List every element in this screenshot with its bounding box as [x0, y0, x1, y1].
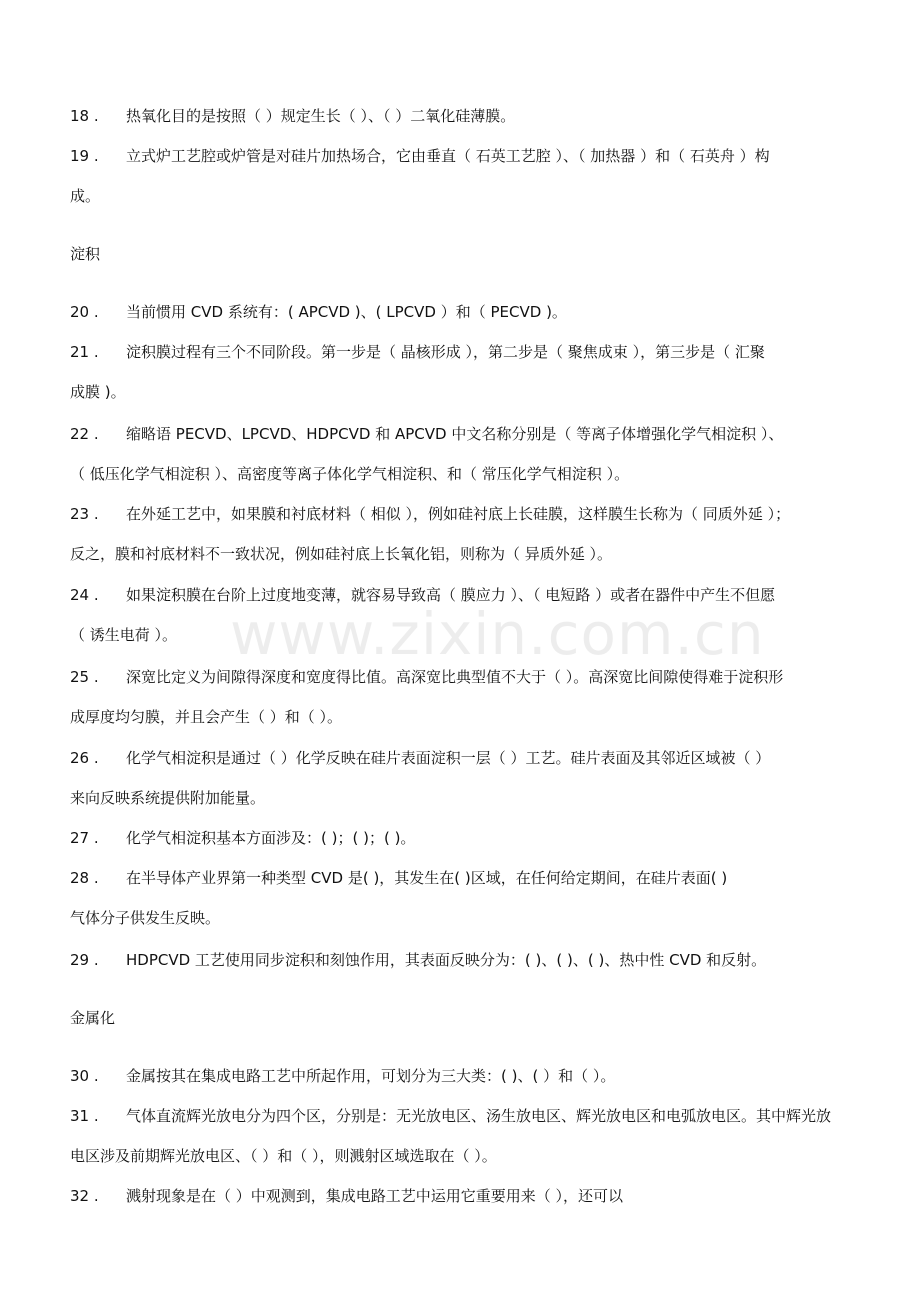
question-number: 18 . — [70, 107, 99, 125]
question-text: HDPCVD 工艺使用同步淀积和刻蚀作用，其表面反映分为：( )、( )、( )、热中性 CVD 和反射。 — [126, 951, 767, 969]
question-line — [70, 342, 860, 362]
text-line — [70, 788, 860, 808]
question-number: 28 . — [70, 869, 99, 887]
text-line — [70, 625, 860, 645]
question-number: 22 . — [70, 425, 99, 443]
text-line — [70, 1146, 860, 1166]
question-text: （ 诱生电荷 ）。 — [70, 626, 178, 644]
text-line — [70, 186, 860, 206]
question-number: 23 . — [70, 505, 99, 523]
question-line — [70, 950, 860, 970]
question-line — [70, 504, 860, 524]
text-line — [70, 544, 860, 564]
question-line — [70, 1106, 860, 1126]
question-text: 淀积 — [70, 245, 101, 263]
question-text: 深宽比定义为间隙得深度和宽度得比值。高深宽比典型值不大于（ ）。高深宽比间隙使得难于淀积形 — [126, 668, 784, 686]
question-text: 金属化 — [70, 1009, 116, 1027]
question-text: 电区涉及前期辉光放电区、（ ）和（ ），则溅射区域选取在（ ）。 — [70, 1147, 497, 1165]
question-text: 缩略语 PECVD、LPCVD、HDPCVD 和 APCVD 中文名称分别是（ 等离子体增强化学气相淀积 ）、 — [126, 425, 784, 443]
text-line — [70, 382, 860, 402]
question-number: 24 . — [70, 586, 99, 604]
question-number: 26 . — [70, 749, 99, 767]
question-text: 来向反映系统提供附加能量。 — [70, 789, 266, 807]
question-line — [70, 868, 860, 888]
question-text: 金属按其在集成电路工艺中所起作用，可划分为三大类：( )、( ）和（ ）。 — [126, 1067, 616, 1085]
question-text: 热氧化目的是按照（ ）规定生长（ ）、（ ）二氧化硅薄膜。 — [126, 107, 516, 125]
question-text: 反之，膜和衬底材料不一致状况，例如硅衬底上长氧化铝，则称为（ 异质外延 ）。 — [70, 545, 613, 563]
question-text: 化学气相淀积是通过（ ）化学反映在硅片表面淀积一层（ ）工艺。硅片表面及其邻近区域被（ ） — [126, 749, 771, 767]
question-line — [70, 302, 860, 322]
question-text: 气体直流辉光放电分为四个区，分别是：无光放电区、汤生放电区、辉光放电区和电弧放电区。其中辉光放 — [126, 1107, 832, 1125]
text-line — [70, 1008, 860, 1028]
question-text: 如果淀积膜在台阶上过度地变薄，就容易导致高（ 膜应力 ）、（ 电短路 ）或者在器件中产生不但愿 — [126, 586, 776, 604]
question-line — [70, 748, 860, 768]
question-line — [70, 667, 860, 687]
question-number: 19 . — [70, 147, 99, 165]
question-text: 成厚度均匀膜，并且会产生（ ）和（ ）。 — [70, 708, 343, 726]
question-line — [70, 828, 860, 848]
question-text: 溅射现象是在（ ）中观测到，集成电路工艺中运用它重要用来（ ），还可以 — [126, 1187, 624, 1205]
question-line — [70, 106, 860, 126]
question-number: 31 . — [70, 1107, 99, 1125]
question-text: 气体分子供发生反映。 — [70, 909, 221, 927]
question-number: 27 . — [70, 829, 99, 847]
question-text: 化学气相淀积基本方面涉及：( )；( )；( )。 — [126, 829, 416, 847]
question-text: 当前惯用 CVD 系统有：( APCVD )、( LPCVD ）和（ PECVD )。 — [126, 303, 567, 321]
question-text: 淀积膜过程有三个不同阶段。第一步是（ 晶核形成 ），第二步是（ 聚焦成束 ），第三步是（ 汇聚 — [126, 343, 765, 361]
question-number: 29 . — [70, 951, 99, 969]
question-number: 25 . — [70, 668, 99, 686]
question-text: 立式炉工艺腔或炉管是对硅片加热场合，它由垂直（ 石英工艺腔 ）、（ 加热器 ）和（ 石英舟 ）构 — [126, 147, 770, 165]
question-line — [70, 1186, 860, 1206]
text-line — [70, 707, 860, 727]
question-line — [70, 146, 860, 166]
text-line — [70, 464, 860, 484]
question-number: 20 . — [70, 303, 99, 321]
question-number: 32 . — [70, 1187, 99, 1205]
question-text: 在外延工艺中，如果膜和衬底材料（ 相似 ），例如硅衬底上长硅膜，这样膜生长称为（ 同质外延 ）； — [126, 505, 791, 523]
question-line — [70, 424, 860, 444]
question-text: （ 低压化学气相淀积 ）、高密度等离子体化学气相淀积、和（ 常压化学气相淀积 ）。 — [70, 465, 630, 483]
question-text: 在半导体产业界第一种类型 CVD 是( )，其发生在( )区域，在任何给定期间，在硅片表面( ) — [126, 869, 728, 887]
text-line — [70, 908, 860, 928]
watermark: www.zixin.com.cn — [230, 600, 765, 668]
question-text: 成膜 )。 — [70, 383, 126, 401]
question-line — [70, 1066, 860, 1086]
question-number: 21 . — [70, 343, 99, 361]
text-line — [70, 244, 860, 264]
question-line — [70, 585, 860, 605]
question-number: 30 . — [70, 1067, 99, 1085]
question-text: 成。 — [70, 187, 101, 205]
